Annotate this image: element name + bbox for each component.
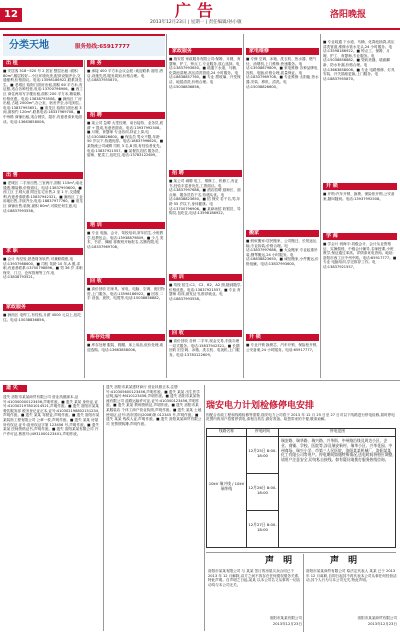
lost-notices-2: 遗失 洛阳市某某建材商行 营业执照正本,注册号:410305600123456,声明作废。■ 遗失 某某 出生医学证明,编号:M410123456,声明作废。■ 遗失 洛阳市某某物流有限公司 道路运输许可证,证号:410300123456,声明作废。■ 遗失 某某 教师资格证,声明作废。■ 遗失 洛阳市某某服装店 个体工商户营业执照,声明作废。■ 遗失 某某 土地使用证,证号:洛市国用(2008)第 012345 号,声明作废。■ 遗失 某某 残疾人证,声明作废。■ 遗失 洛阳某某商贸有限公司 发票领购簿,声明作废。 xyxy=(106,385,202,426)
table-cell-time: 12月26日 8:00-18:00 xyxy=(247,474,279,511)
date-line: 2013年12月23日 | 星期一 | 责任编辑/孙小敏 xyxy=(150,20,242,25)
classified-banner xyxy=(3,34,165,56)
column-divider xyxy=(320,34,321,378)
section-head-business: 商 务 xyxy=(87,60,165,67)
section-head-lock: 开 锁 xyxy=(246,334,319,341)
section-head-hire-2: 招 聘 xyxy=(169,170,242,177)
section-head-training-2: 培 训 xyxy=(169,274,242,281)
section-head-lost: 遗 失 xyxy=(3,385,27,392)
column-divider xyxy=(204,385,205,631)
column-divider xyxy=(243,34,244,378)
table-header: 停电范围 xyxy=(279,429,396,437)
ad-subtitle: 因配合市政工程和线路检修等需要,瑞安电力公司将于 2013 年 12 月 25 日至 27 日对以下线路进行停电检修,届时停电范围内的用户将暂停供电,请相互转告,做好准备。给您带来的不便,敬请谅解。 xyxy=(206,413,395,422)
column-divider xyxy=(103,385,104,631)
section-title: 广告 xyxy=(175,1,220,20)
service-listings: ■ 专业疏通 下水道、马桶、化粪池抽粪,高压清洗管道,维修水管水龙头,24 小时服务。电话:13598186922。■ 钟点工、保姆、月嫂、护工、育婴师,专业服务。电话:15038856882。■ 瓷砖美缝、墙面翻新、防水补漏,价格合理。电话:13663858006。■ 专业 电路维修、灯具安装、开关插座更换,上门服务。电话:18837955870。 xyxy=(323,40,395,81)
recycle-listings-2: ■ 高价回收 各种 二手车,现金交易,手续办理一站式服务。电话:15837942321。■ 长期回收 旧空调、冰箱、洗衣机、电视机,上门服务。电话:13783122609。 xyxy=(169,339,240,357)
hire-listings-2: ■ 某公司 诚聘 电工、维修工、机修工,有证书,经验丰富者优先,工资面议。电话:13837997688。■ 酒店招聘 厨师长、面点师、服务员若干名,待遇从优。电话:18838823650。■ 招 保安 若干名,男,年龄 55 岁以下,身体健康。电话:13700796906。■ 某商场招 收银员、导购员,包吃住,电话:13598186922。 xyxy=(169,179,241,216)
declaration-signer-left: 洛阳市某某有限公司 xyxy=(269,616,302,620)
page-number: 12 xyxy=(0,8,22,22)
section-head-rent: 出 租 xyxy=(3,60,83,67)
banner-hotline: 服务热线:65917777 xyxy=(75,44,130,50)
moving-listings: ■ 蚂蚁搬家:居民搬家、公司搬迁、长短途运输,专业拆装,价格合理。电话:13837997688。■ 大众搬家 专业起重吊装,钢琴搬运,24 小时服务。电话:18838823650。■ 诚信搬家,小件搬运,价格低廉。电话:13837993600。 xyxy=(246,239,319,266)
hire-listings: ■ 某公司 急聘 大堂经理、前台接待、业务员,底薪 + 提成,有意者面谈。电话:13937992508。■ 月嫂、育婴师 专业培训,持证上岗,电话:15038826600。■ 保洁员 男女不限,年龄 50 岁以下,待遇优厚。电话:18837996620。■ 某物流公司诚聘 司机 3 名,B 照,有经验者优先。电话:13837921557。■ 某餐饮店招 服务员、厨师、配菜工,包吃住,电话:13783122609。 xyxy=(87,121,164,158)
declaration-body-right: 洛阳市某某商贸有限公司 原法定代表人 某某 已于 2013 年 12 月离职,自即日起其不再代表本公司从事任何经营活动,其个人行为与本公司无关,特此声明。 xyxy=(306,569,397,583)
table-header: 线路名称 xyxy=(207,429,247,437)
column-divider xyxy=(166,34,167,378)
recycle-listings: ■ 高价回收 旧家具、家电、电脑、空调、废旧物资,上门服务。电话:13598186922。■ 回收 二手 设备、废铁、电缆等,电话:15038856882。 xyxy=(87,287,165,301)
rent-listings: ■ 安居客 518~520 号 2 居室 整层出租 :面积 80m²,楼层较好...小区环境优美,配套设施齐全,交通便利,价格面议。电话:13598186922,联系刘先生。■ 老城区 临街门面房出租,面积 60 平方米,有证照,适合各种经营,电话:13700796906。■ 西工区 商住两用写字楼出租,面积 200 平方米,精装修,价格优惠。电话:13838793508。■ 涧西区 厂房出租,占地 2000m²,办公室、宿舍齐全,水电到位。电话:13837993651。■ 洛龙区 临街门面出租 3 间,面积约 120m²,联系电话:18337969708。■ 中州路 商铺出租,适合餐饮、超市,有意者请来电面谈。电话:13663858006。 xyxy=(3,69,83,124)
header-rule xyxy=(0,28,400,30)
section-head-stock: 库存处理 xyxy=(87,334,165,341)
section-head-recycle: 回 收 xyxy=(87,278,165,285)
section-head-hire: 招 聘 xyxy=(87,112,165,119)
study-listings: ■ 学会计 到海宇:初级会计、会计从业资格证、实操做账、中级会计辅导,名师授课,小班教学,保证通过率高。详情请来电咨询。地址:洛阳市西工区中州中路。电话:65917777。■ 专业 电脑培训,学完推荐工作。电话:13837921557。 xyxy=(323,242,397,269)
business-listings: ■ 承接 400 平方米会议会展 :欢迎联系 洛阳 酒店,设施先进,服务周到,价格合理。电话:18837955870。 xyxy=(87,69,163,83)
table-cell-time: 12月27日 8:00-18:00 xyxy=(247,511,279,548)
unlock-listings: ■ 开锁:汽车开锁、换锁、保险柜开锁,公安备案,随叫随到。电话:13937992508。 xyxy=(323,192,395,201)
jobseek-listings: ■ 会计 有经验,熟悉财务软件,可兼职做账,电话:13937988600。■ 司机 驾龄 10 年,A 照,求职,有意者联系:13700798896。■ 男 36 岁 求职保安、门卫、仓库管理等工作,电话:13838793521。 xyxy=(3,257,83,280)
declaration-title-right: 声 明 xyxy=(330,556,361,566)
lost-notices-1: 遗失 洛阳市某某商贸有限公司 营业执照副本,证号:410300000123456,声明作废。■ 遗失 某某 身份证,证号:410302197801014521,声明作废。■ 遗失 洛阳市某某餐饮服务部 税务登记证正本,证号:410302198802151234,声明作废。■ 遗失 某某 驾驶证,声明作废。■ 遗失 洛阳市某某装饰工程有限公司 公章一枚,声明作废。■ 遗失 某某 房屋所有权证,证号:洛房权证字第 123456 号,声明作废。■ 遗失 某某 医师资格证书,声明作废。■ 遗失 洛阳某某有限公司 开户许可证,核准号:J4931000123401,声明作废。 xyxy=(3,395,100,436)
table-cell-range: 瑞安路、瑞华路、瑞兴路、兴华街、中州路沿线及周边小区、企业、商铺、学校、医院等,涉及瑞安新村、瑞华小区、兴华花园、中州商场、瑞兴小学、市第三人民医院、洛阳某某机械厂、洛阳某某化工有限公司等用户。停电期间如遇特殊情况,送电时间将相应调整,请用户注意安全,切勿私自接线。如有疑问请拨打服务热线咨询。 xyxy=(279,437,396,548)
column-divider xyxy=(84,60,85,378)
banner-title: 分类天地 xyxy=(9,40,49,51)
table-header: 停电时间 xyxy=(247,429,279,437)
section-head-moving: 搬家 xyxy=(246,230,319,237)
section-head-appliance: 家电维修 xyxy=(246,48,319,55)
section-divider xyxy=(206,552,396,553)
training-listings-2: ■ 驾校 招生:C1、C2、B2、A2 照,随到随学,价格优惠。电话:13837921557。■ 专业 育婴师 培训,颁发证书,推荐就业。电话:18837993558。 xyxy=(169,283,242,301)
section-head-housekeeping: 家政服务 xyxy=(169,48,242,55)
declaration-title-left: 声 明 xyxy=(265,556,296,566)
section-head-sale: 出 售 xyxy=(3,172,83,179)
section-head-jobseek: 求 职 xyxy=(3,248,83,255)
section-head-study: 学 海 xyxy=(323,233,397,240)
section-head-training: 培 训 xyxy=(87,222,165,229)
table-cell-time: 12月25日 8:00-18:00 xyxy=(247,437,279,474)
outage-table xyxy=(206,428,396,548)
section-head-family: 家政服务 xyxy=(3,304,83,311)
paper-logo: 洛阳晚报 xyxy=(330,10,367,20)
section-head-unlock: 开 锁 xyxy=(323,183,397,190)
declaration-body-left: 洛阳市某某有限公司 与 某某 签订的房屋买卖合同已于 2013 年 12 月解除,双方之间不再存在任何债权债务关系,特此声明。自声明之日起,某某 以本公司名义从事的一切活动均与本公司无关。 xyxy=(208,569,301,587)
stock-listings: ■ 库存处理 服装、鞋帽、床上用品,低价处理,欢迎选购。电话:13663858006。 xyxy=(87,343,164,352)
column-divider xyxy=(303,554,304,632)
training-listings: ■ 专业 电脑、会计、驾校培训,常年招生,小班教学,包教包会。电话:13938879809。■ 少儿 美术、书法、舞蹈 寒假班开始报名,名额有限,电话:18337969708。 xyxy=(87,231,164,249)
table-cell-line: 10kV 瑞兴线 / 10kV 瑞华线 xyxy=(207,437,247,548)
housekeeping-listings: ■ 瑞安居 家政服务有限公司:保姆、月嫂、育婴师、护工、钟点工,专业服务,放心选择。电话:13837993650。■ 疏通下水道、马桶、化粪池清理,高压清洗管道,24 小时服务。电话:18838857760。■ 专业 擦玻璃、开荒保洁、地毯清洗,价格合理。电话:15038836856。 xyxy=(169,57,241,89)
ad-title: 瑞安电力计划检修停电安排 xyxy=(206,401,315,411)
declaration-date-left: 2013年12月23日 xyxy=(272,622,302,626)
declaration-date-right: 2013年12月23日 xyxy=(367,622,397,626)
section-head-recycle-2: 回 收 xyxy=(169,330,242,337)
declaration-signer-right: 洛阳市某某商贸有限公司 xyxy=(357,616,397,620)
section-divider xyxy=(0,380,400,381)
sale-listings: ■ 老城区 二手房出售,三室两厅,面积 115m²,南北通透,精装修,价格面议。电话:13837993600。■ 西工区 王城大道 附近住宅出售,2 室 1 厅,交通便利,有意者请联系:15837942321。■ 涧西区 工业用地出售,手续齐全,电话:18837977760。■ 洛龙区 商铺出售,临街,面积 80m²,可做任何生意,电话:18837993558。 xyxy=(3,181,83,213)
appliance-listings: ■ 专修 空调、冰箱、洗衣机、热水器、燃气灶、油烟机,上门维修,快速服务。电话:13938879809。■ 家电维修 各种品牌电视机、电脑,价格合理,质量保证。电话:18337969708。■ 专业维修 太阳能 热水器,安装、移机、清洗。电话:15038826600。 xyxy=(246,57,319,89)
family-listings: ■ 涧西区 电焊工,有经验,月薪 4000 元以上,包吃住。电话:15038836856。 xyxy=(3,313,82,322)
lock-listings: ■ 专业开锁 换锁芯、汽车开锁、保险柜开锁,公安备案,24 小时服务。电话:65917777。 xyxy=(246,343,318,352)
